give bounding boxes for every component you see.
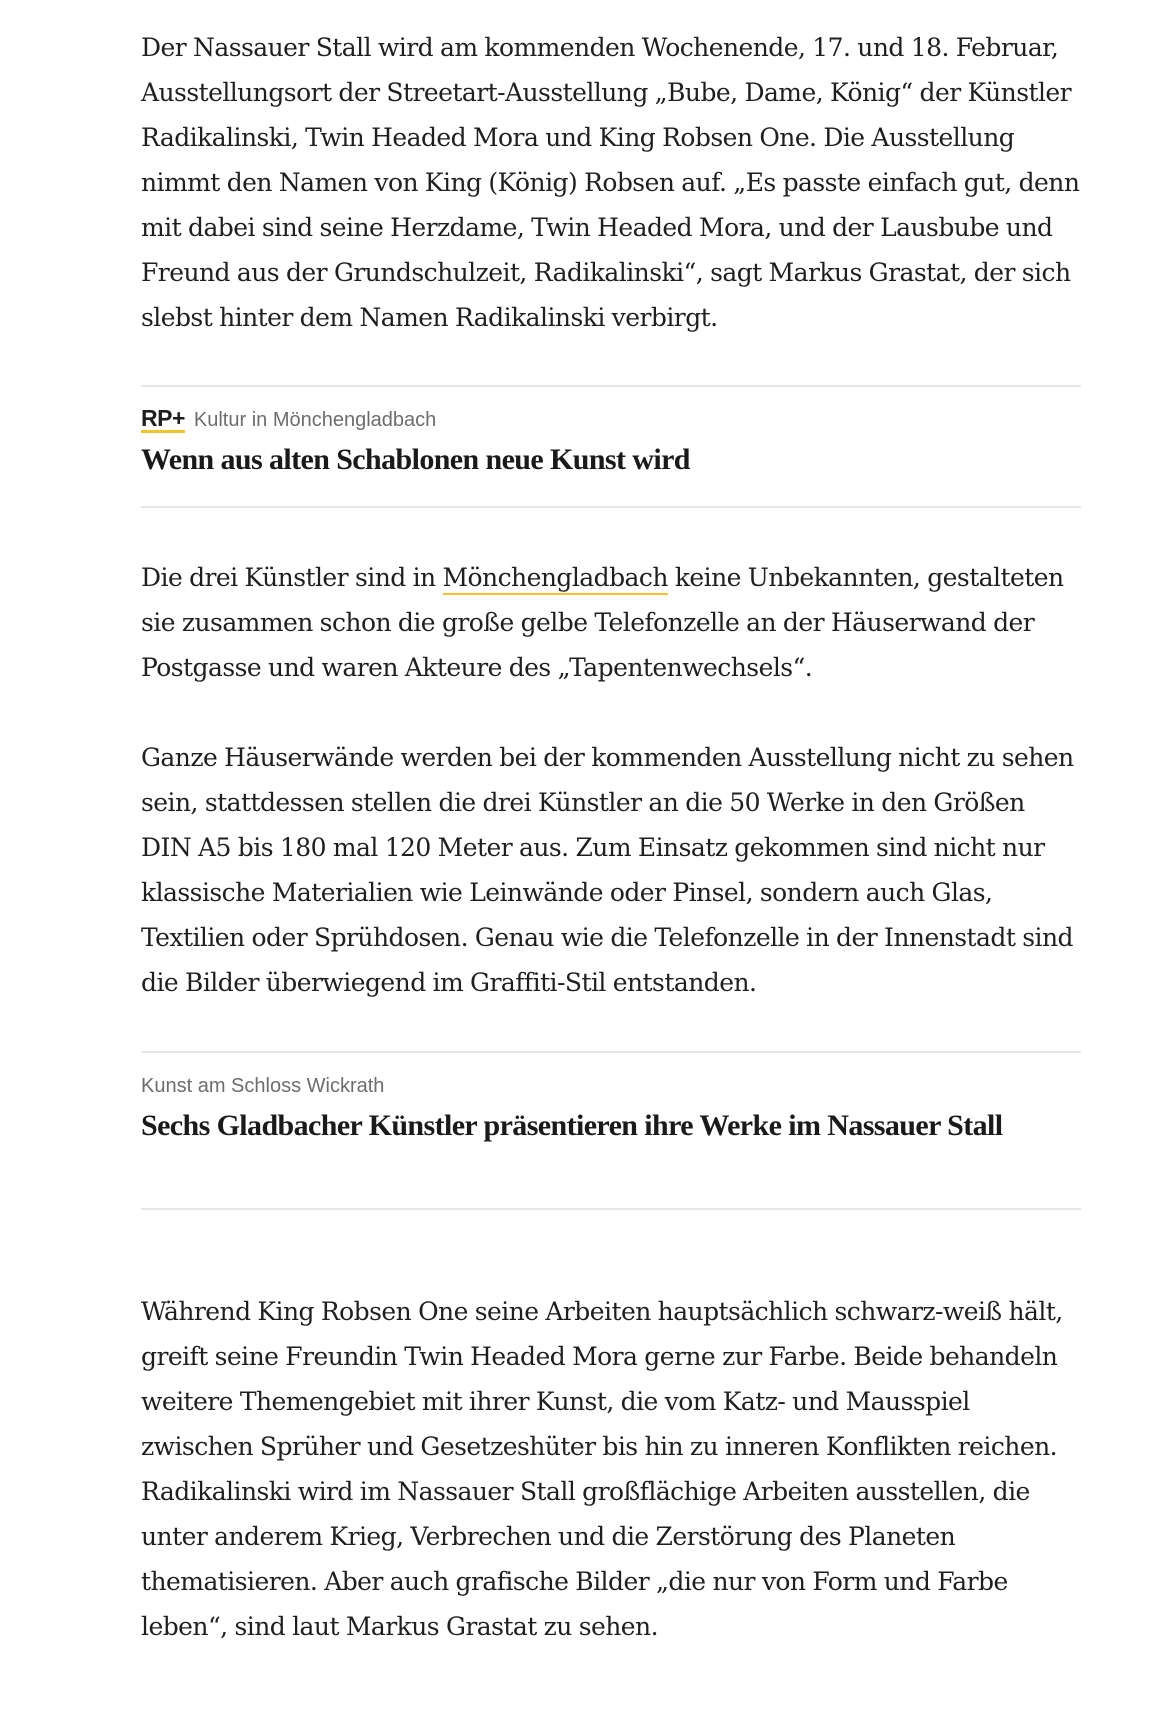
paragraph-text: keine Unbekannten, gestalteten sie zusammen schon die große gelbe Telefonzelle an der Häuserwand der Postgasse und waren Akteure des „Tapentenwechsels“. <box>141 563 1064 682</box>
teaser-kicker-row <box>141 1073 1081 1099</box>
paragraph-text: Die drei Künstler sind in <box>141 563 443 592</box>
link-moenchengladbach[interactable]: Mönchengladbach <box>443 563 668 595</box>
teaser-kicker: Kunst am Schloss Wickrath <box>141 1075 385 1097</box>
teaser-headline[interactable]: Sechs Gladbacher Künstler präsentieren ihre Werke im Nassauer Stall <box>141 1109 1003 1142</box>
teaser-headline[interactable]: Wenn aus alten Schablonen neue Kunst wird <box>141 443 690 476</box>
paragraph-themes: Während King Robsen One seine Arbeiten hauptsächlich schwarz-weiß hält, greift seine Freundin Twin Headed Mora gerne zur Farbe. Beide behandeln weitere Themengebiet mit ihrer Kunst, die vom Katz- und Mausspiel zwischen Sprüher und Gesetzeshüter bis hin zu inneren Konflikten reichen. Radikalinski wird im Nassauer Stall großflächige Arbeiten ausstellen, die unter anderem Krieg, Verbrechen und die Zerstörung des Planeten thematisieren. Aber auch grafische Bilder „die nur von Form und Farbe leben“, sind laut Markus Grastat zu sehen. <box>141 1297 1063 1641</box>
teaser-kicker: Kultur in Mönchengladbach <box>193 409 437 431</box>
paragraph-exhibition: Ganze Häuserwände werden bei der kommenden Ausstellung nicht zu sehen sein, stattdessen stellen die drei Künstler an die 50 Werke in den Größen DIN A5 bis 180 mal 120 Meter aus. Zum Einsatz gekommen sind nicht nur klassische Materialien wie Leinwände oder Pinsel, sondern auch Glas, Textilien oder Sprühdosen. Genau wie die Telefonzelle in der Innenstadt sind die Bilder überwiegend im Graffiti-Stil entstanden. <box>141 743 1074 997</box>
paragraph-artists <box>141 555 1081 690</box>
teaser-kicker-row <box>141 407 1081 433</box>
related-article-teaser-wickrath[interactable] <box>141 1051 1081 1210</box>
related-article-teaser-schablonen[interactable] <box>141 385 1081 508</box>
rp-plus-badge: RP+ <box>141 405 185 431</box>
paragraph-intro: Der Nassauer Stall wird am kommenden Wochenende, 17. und 18. Februar, Ausstellungsort der Streetart-Ausstellung „Bube, Dame, König“ der Künstler Radikalinski, Twin Headed Mora und King Robsen One. Die Ausstellung nimmt den Namen von King (König) Robsen auf. „Es passte einfach gut, denn mit dabei sind seine Herzdame, Twin Headed Mora, und der Lausbube und Freund aus der Grundschulzeit, Radikalinski“, sagt Markus Grastat, der sich slebst hinter dem Namen Radikalinski verbirgt. <box>141 33 1080 332</box>
